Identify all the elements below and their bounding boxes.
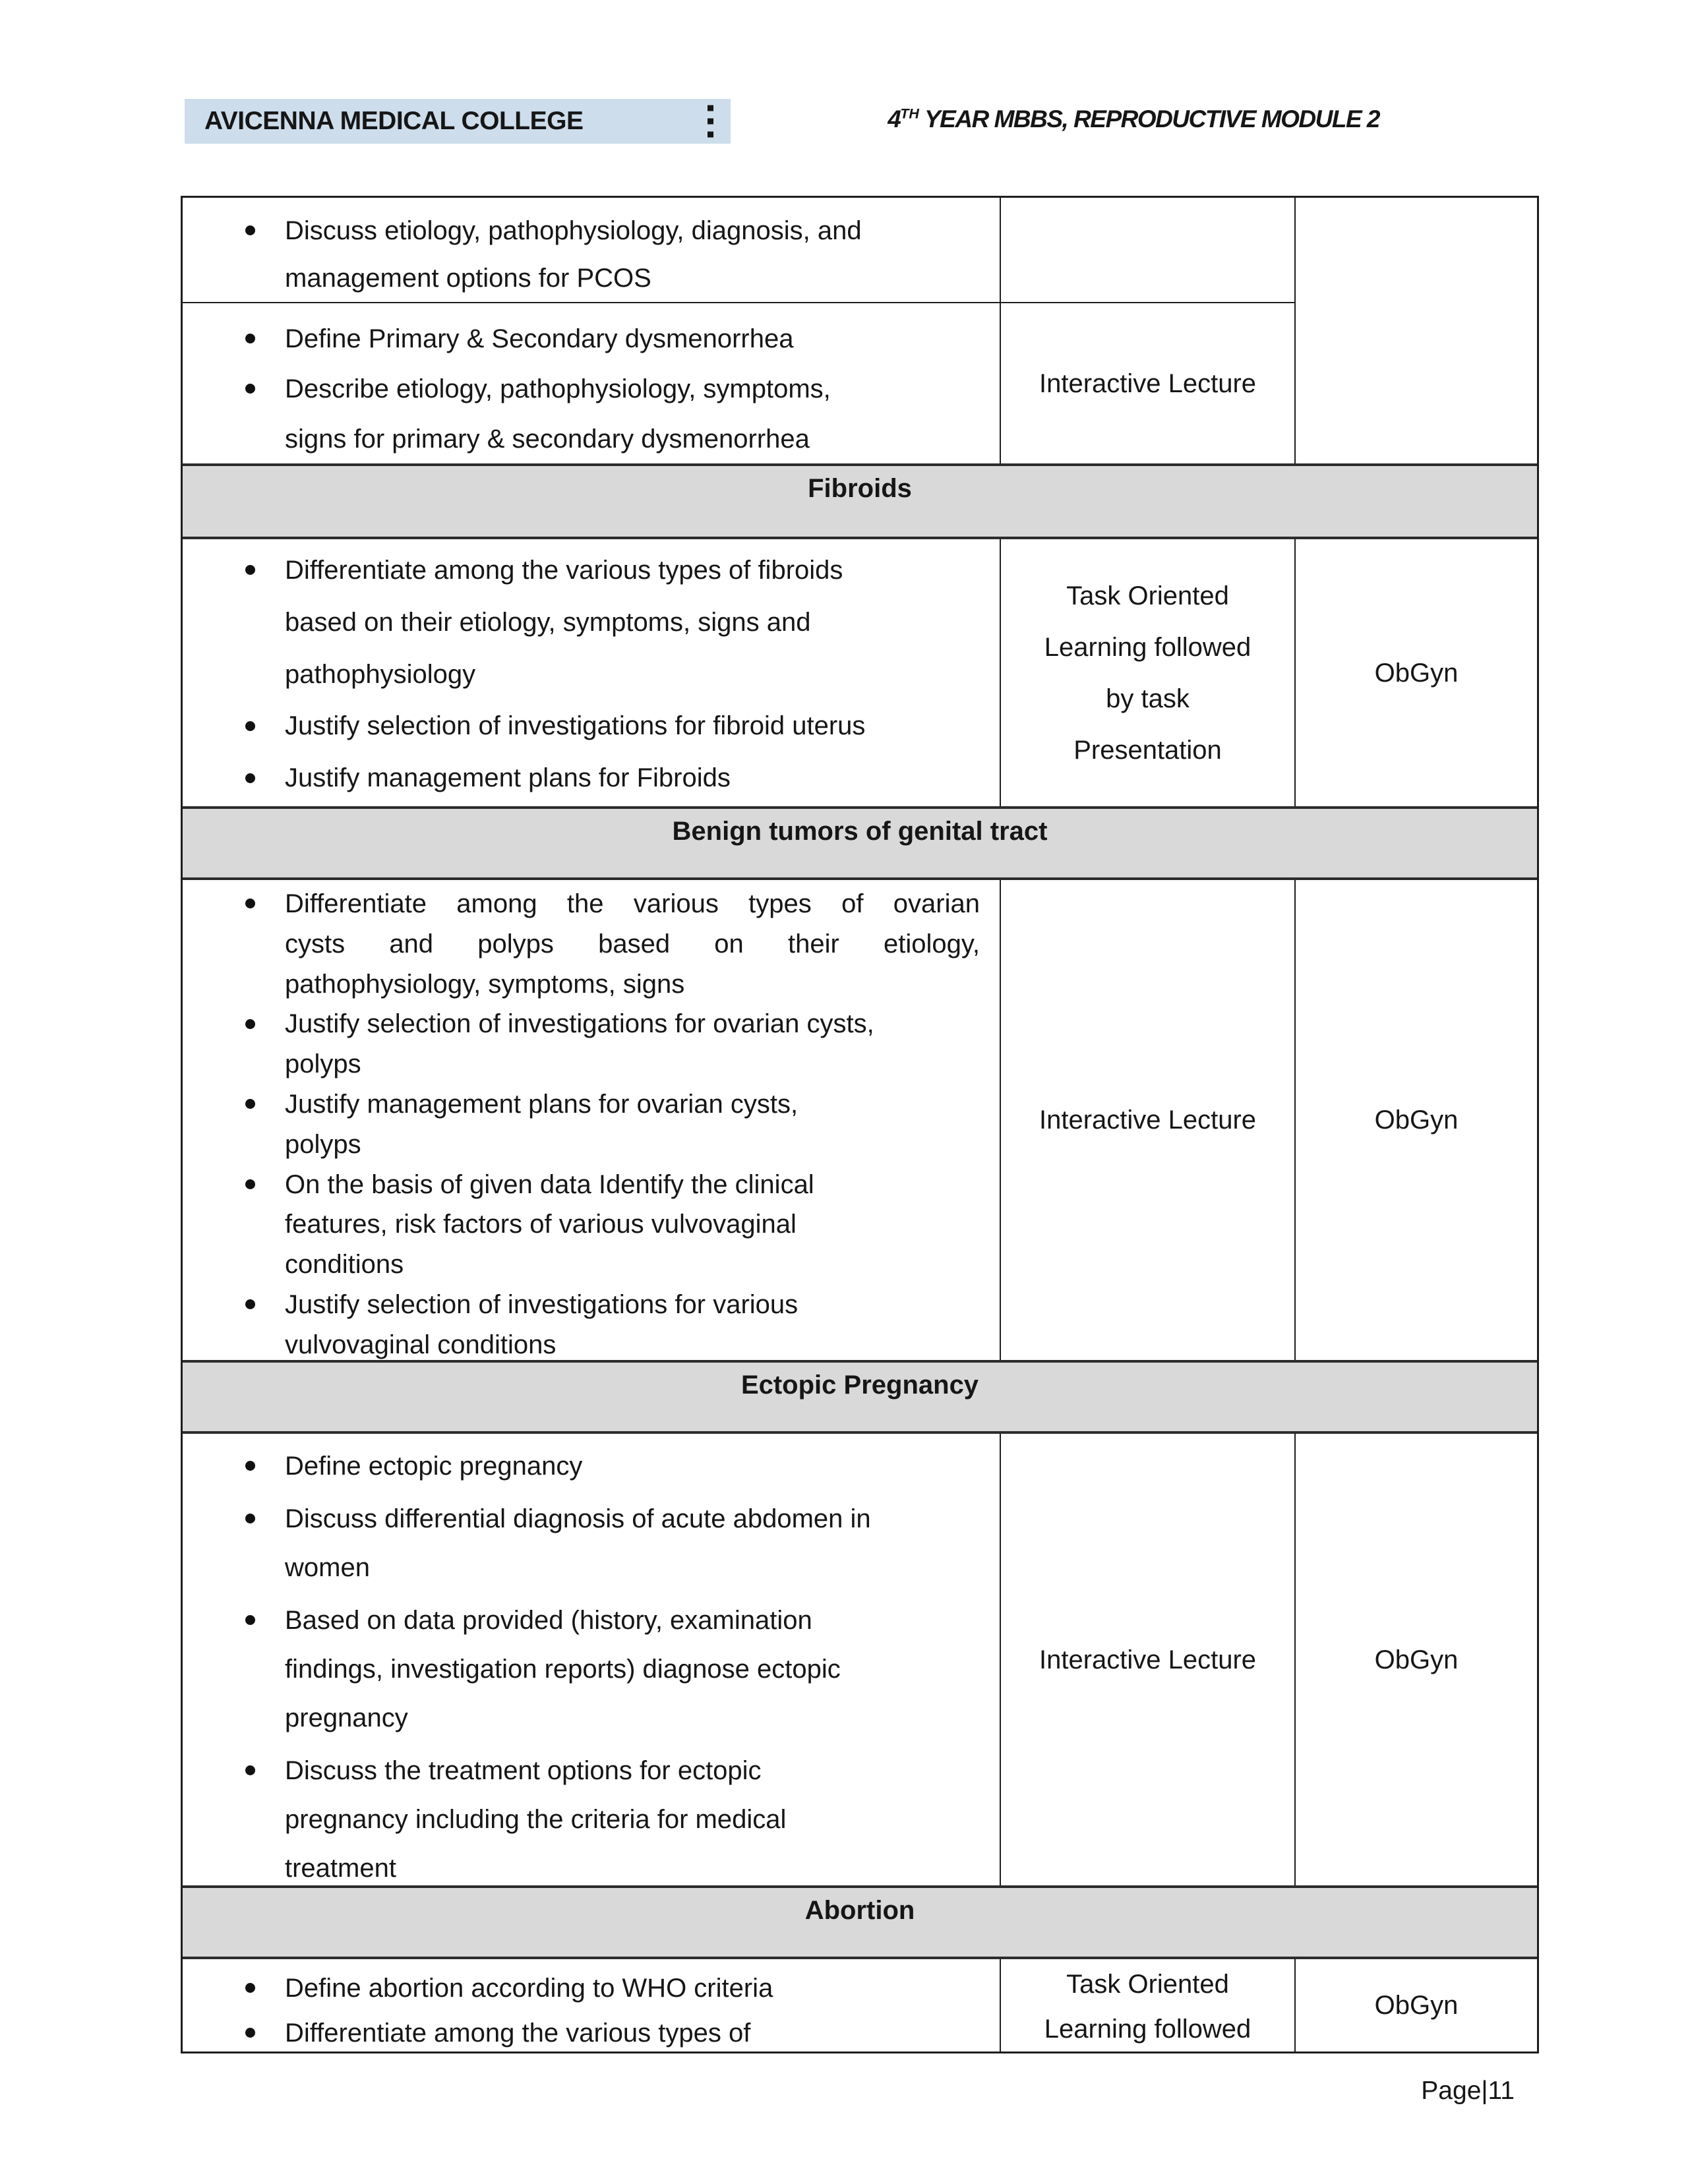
section-header-abortion [183,1885,1537,1959]
objectives-cell [183,539,1000,806]
module-title-prefix: 4 [888,105,901,133]
objective-item: Justify management plans for Fibroids [285,752,980,804]
objective-item: Describe etiology, pathophysiology, symptoms, signs for primary & secondary dysmenorrhea [285,364,980,463]
objectives-cell [183,198,1000,302]
objective-item: On the basis of given data Identify the clinical features, risk factors of various vulvovaginal conditions [285,1165,980,1285]
objective-item: Differentiate among the various types of [285,2011,980,2051]
objective-item: Differentiate among the various types of fibroids based on their etiology, symptoms, signs and pathophysiology [285,545,980,700]
college-name: AVICENNA MEDICAL COLLEGE [204,107,584,135]
curriculum-table [181,196,1539,2053]
section-header-benign-tumors [183,806,1537,880]
objective-item: Justify selection of investigations for fibroid uterus [285,700,980,752]
objective-item: Differentiate among the various types of ovarian cysts and polyps based on their etiology, pathophysiology, symptoms, signs [285,884,980,1004]
teaching-method-cell: Task Oriented Learning followed by task Presentation [1000,539,1294,806]
objective-item: Justify selection of investigations for ovarian cysts, polyps [285,1004,980,1084]
objective-item: Justify management plans for ovarian cysts, polyps [285,1084,980,1165]
module-title [888,105,1379,133]
module-title-superscript: TH [900,105,919,122]
objectives-cell [183,302,1000,463]
objectives-cell [183,1959,1000,2051]
teaching-method-cell: Task Oriented Learning followed [1000,1959,1294,2051]
department-cell: ObGyn [1294,539,1537,806]
department-cell: ObGyn [1294,880,1537,1360]
objective-item: Discuss the treatment options for ectopic pregnancy including the criteria for medical treatment [285,1746,980,1885]
page-number: Page|11 [1421,2077,1515,2105]
section-title: Ectopic Pregnancy [740,1371,979,1400]
teaching-method-cell: Interactive Lecture [1000,880,1294,1360]
objectives-cell [183,1434,1000,1885]
objective-item: Define Primary & Secondary dysmenorrhea [285,314,980,364]
teaching-method-cell: Interactive Lecture [1000,302,1294,463]
section-header-ectopic-pregnancy [183,1360,1537,1434]
teaching-method-cell [1000,198,1294,302]
department-cell: ObGyn [1294,1434,1537,1885]
objective-item: Define abortion according to WHO criteria [285,1966,980,2011]
objective-item: Discuss etiology, pathophysiology, diagnosis, and management options for PCOS [285,207,980,302]
module-title-rest: YEAR MBBS, REPRODUCTIVE MODULE 2 [919,105,1379,133]
section-title: Fibroids [808,474,912,503]
section-header-fibroids [183,463,1537,539]
objective-item: Discuss differential diagnosis of acute abdomen in women [285,1494,980,1592]
department-cell: ObGyn [1294,1959,1537,2051]
section-title: Abortion [804,1896,915,1925]
objective-item: Based on data provided (history, examination findings, investigation reports) diagnose ectopic pregnancy [285,1596,980,1742]
college-name-highlight [185,99,731,144]
department-cell [1294,198,1537,463]
section-title: Benign tumors of genital tract [672,817,1048,846]
objective-item: Define ectopic pregnancy [285,1442,980,1490]
vertical-ellipsis-icon [708,105,713,138]
objectives-cell [183,880,1000,1360]
objective-item: Justify selection of investigations for various vulvovaginal conditions [285,1285,980,1360]
teaching-method-cell: Interactive Lecture [1000,1434,1294,1885]
